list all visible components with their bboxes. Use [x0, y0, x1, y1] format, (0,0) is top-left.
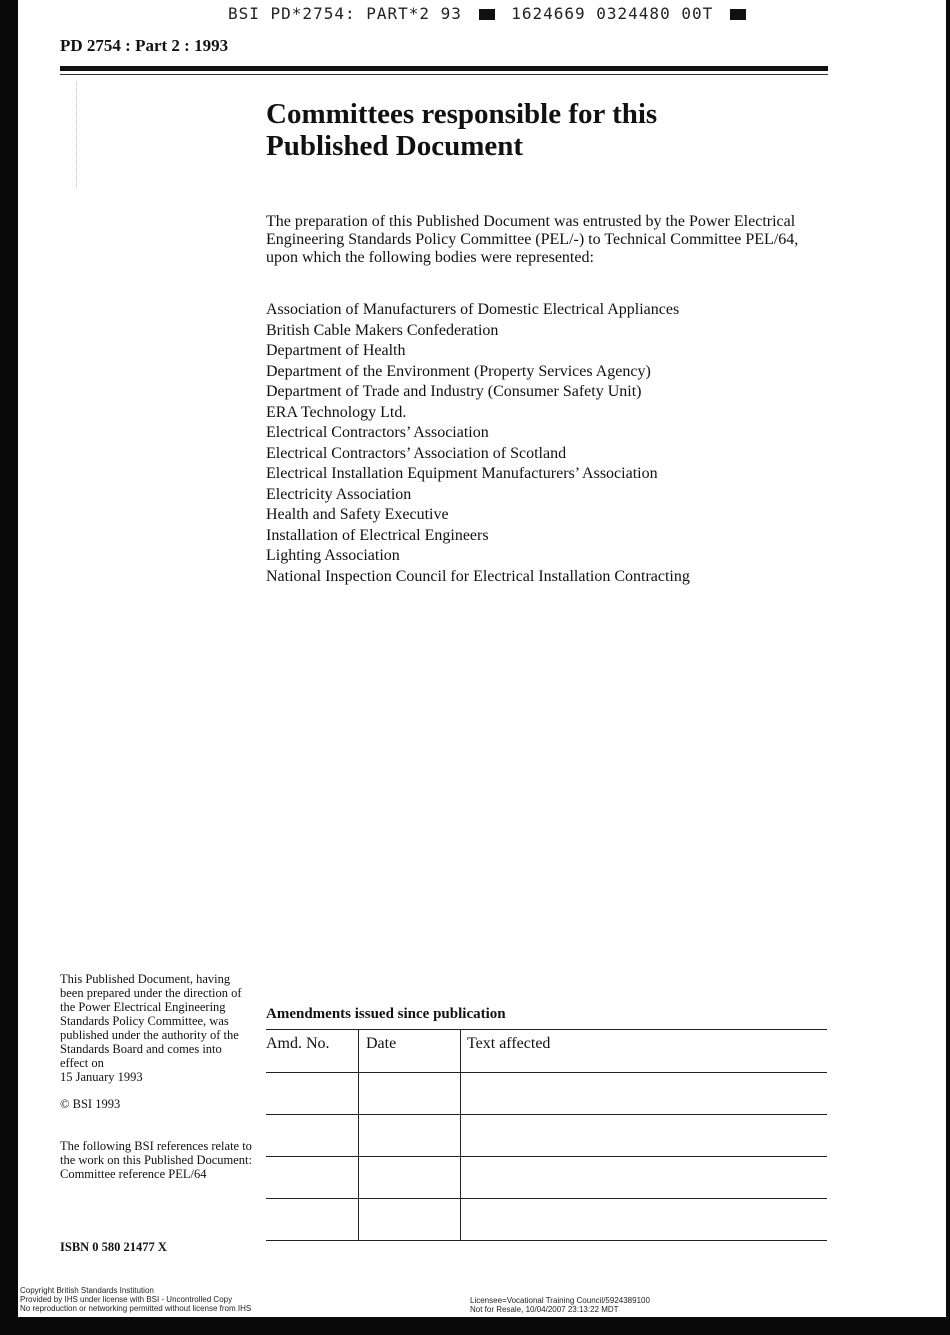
amendments-heading: Amendments issued since publication — [266, 1006, 506, 1022]
table-row — [266, 1073, 827, 1115]
footer-license-left — [20, 1286, 251, 1313]
list-item: Electrical Installation Equipment Manufacturers’ Association — [266, 465, 658, 482]
scan-header — [228, 4, 752, 23]
list-item: Health and Safety Executive — [266, 506, 449, 523]
list-item: Department of Health — [266, 342, 406, 359]
document-reference: PD 2754 : Part 2 : 1993 — [60, 36, 229, 55]
table-cell — [461, 1073, 828, 1115]
page-title-line-2: Published Document — [266, 130, 524, 162]
footer-line: Not for Resale, 10/04/2007 23:13:22 MDT — [470, 1305, 619, 1314]
column-header-amd-no: Amd. No. — [266, 1030, 359, 1073]
header-rule-thick — [60, 66, 828, 71]
scan-border-left — [0, 0, 18, 1335]
table-header-row — [266, 1030, 827, 1073]
list-item: Department of Trade and Industry (Consumer Safety Unit) — [266, 383, 642, 400]
page-title — [266, 98, 826, 162]
table-cell — [359, 1115, 461, 1157]
scan-dots — [76, 82, 78, 187]
footer-line: Copyright British Standards Institution — [20, 1286, 154, 1295]
scan-border-bottom — [0, 1317, 950, 1335]
table-row — [266, 1157, 827, 1199]
black-block-icon — [730, 9, 746, 20]
list-item: Association of Manufacturers of Domestic Electrical Appliances — [266, 301, 680, 318]
table-cell — [461, 1157, 828, 1199]
list-item: Electricity Association — [266, 485, 412, 503]
table-cell — [266, 1199, 359, 1241]
footer-license-right — [470, 1296, 650, 1314]
list-item: Lighting Association — [266, 547, 400, 564]
scan-header-right: 1624669 0324480 00T — [511, 4, 714, 23]
list-item: Department of the Environment (Property Services Agency) — [266, 362, 651, 380]
table-cell — [359, 1073, 461, 1115]
scan-header-left: BSI PD*2754: PART*2 93 — [228, 4, 462, 23]
footer-line: Provided by IHS under license with BSI - Uncontrolled Copy — [20, 1295, 233, 1304]
list-item: ERA Technology Ltd. — [266, 403, 407, 421]
publication-sidebar — [60, 972, 252, 1181]
table-cell — [359, 1199, 461, 1241]
table-cell — [461, 1115, 828, 1157]
list-item: Electrical Contractors’ Association — [266, 424, 489, 441]
table-row — [266, 1199, 827, 1241]
black-block-icon — [479, 9, 495, 20]
list-item: Installation of Electrical Engineers — [266, 526, 489, 544]
represented-bodies-list — [266, 300, 690, 587]
table-cell — [266, 1073, 359, 1115]
footer-line: No reproduction or networking permitted without license from IHS — [20, 1304, 252, 1313]
table-cell — [359, 1157, 461, 1199]
list-item: National Inspection Council for Electrical Installation Contracting — [266, 567, 690, 585]
amendments-table — [266, 1029, 827, 1241]
table-row — [266, 1115, 827, 1157]
isbn: ISBN 0 580 21477 X — [60, 1240, 167, 1254]
list-item: Electrical Contractors’ Association of Scotland — [266, 444, 567, 462]
effective-date: 15 January 1993 — [60, 1070, 143, 1084]
scan-border-right — [946, 0, 950, 1335]
copyright-note: © BSI 1993 — [60, 1097, 121, 1111]
column-header-text-affected: Text affected — [461, 1030, 828, 1073]
table-cell — [266, 1157, 359, 1199]
header-rule-thin — [60, 74, 828, 75]
references-note: The following BSI references relate to the work on this Published Document: — [60, 1139, 252, 1167]
footer-line: Licensee=Vocational Training Council/5924389100 — [470, 1296, 650, 1305]
table-cell — [266, 1115, 359, 1157]
intro-paragraph: The preparation of this Published Document was entrusted by the Power Electrical Engineering Standards Policy Committee (PEL/-) to Technical Committee PEL/64, upon which the following bodies were represented: — [266, 213, 799, 266]
committee-reference: Committee reference PEL/64 — [60, 1167, 207, 1181]
column-header-date: Date — [359, 1030, 461, 1073]
page-title-line-1: Committees responsible for this — [266, 98, 658, 130]
table-cell — [461, 1199, 828, 1241]
list-item: British Cable Makers Confederation — [266, 321, 499, 339]
publication-note: This Published Document, having been prepared under the direction of the Power Electrical Engineering Standards Policy Committee, was published under the authority of the Standards Board and comes into effect on — [60, 972, 242, 1070]
